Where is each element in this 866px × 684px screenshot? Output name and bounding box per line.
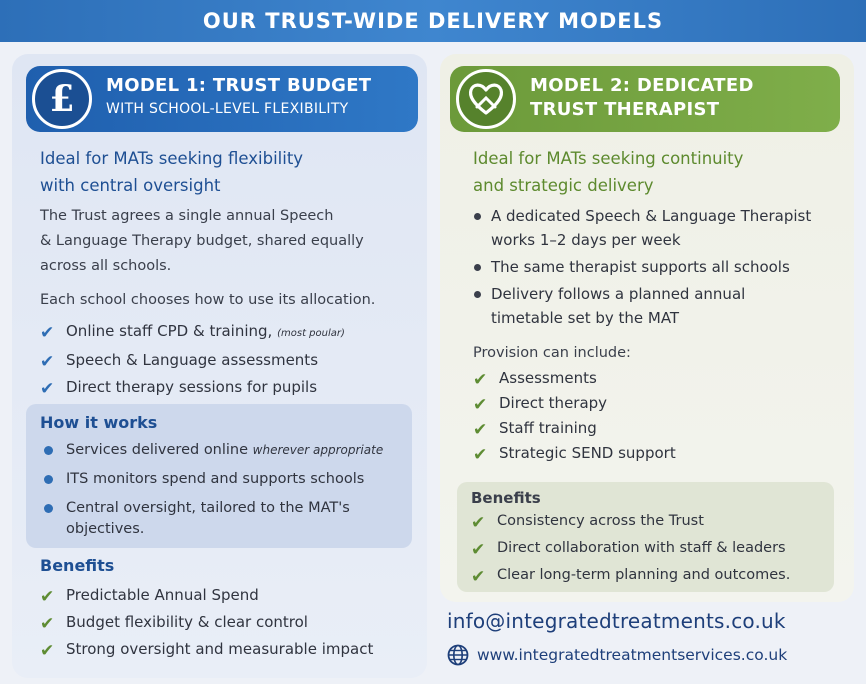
benefit-text: Direct collaboration with staff & leaders <box>497 540 786 556</box>
option-note: (most poular) <box>277 328 345 339</box>
model1-panel <box>12 54 427 678</box>
contact-email-link[interactable]: info@integratedtreatments.co.uk <box>447 609 786 633</box>
model2-lead <box>473 145 833 199</box>
page-title: OUR TRUST-WIDE DELIVERY MODELS <box>202 9 664 33</box>
website-link[interactable]: www.integratedtreatmentservices.co.uk <box>477 646 788 664</box>
model1-title-line1: MODEL 1: TRUST BUDGET <box>106 75 372 96</box>
checkmark-icon: ✔ <box>473 420 488 440</box>
bullet-icon <box>44 504 53 513</box>
bullet-icon <box>474 291 481 298</box>
checkmark-icon: ✔ <box>40 323 55 343</box>
model2-header <box>450 66 840 132</box>
model2-points-list <box>473 204 843 333</box>
checkmark-icon: ✔ <box>473 445 488 465</box>
model1-lead <box>40 145 400 199</box>
model2-title-line1: MODEL 2: DEDICATED <box>530 75 754 96</box>
pound-sign-icon: £ <box>32 69 92 129</box>
how-item-note: wherever appropriate <box>252 443 384 457</box>
benefit-text: Budget flexibility & clear control <box>66 613 308 631</box>
model2-benefits-list <box>471 508 790 589</box>
list-item <box>473 416 676 441</box>
benefit-text: Consistency across the Trust <box>497 513 704 529</box>
model2-lead-line1: Ideal for MATs seeking continuity <box>473 149 744 168</box>
list-item <box>40 498 410 540</box>
bullet-icon <box>44 446 53 455</box>
model1-benefits-title: Benefits <box>40 556 115 575</box>
checkmark-icon: ✔ <box>473 370 488 390</box>
model1-intro-line2: & Language Therapy budget, shared equally <box>40 233 364 249</box>
list-item <box>40 609 373 636</box>
model1-title-line2: WITH SCHOOL-LEVEL FLEXIBILITY <box>106 100 349 117</box>
checkmark-icon: ✔ <box>471 513 486 533</box>
checkmark-icon: ✔ <box>471 540 486 560</box>
checkmark-icon: ✔ <box>40 641 55 661</box>
list-item <box>40 636 373 663</box>
option-text: Online staff CPD & training, <box>66 322 273 340</box>
model1-lead-line1: Ideal for MATs seeking flexibility <box>40 149 304 168</box>
point-line1: The same therapist supports all schools <box>491 258 790 276</box>
list-item <box>473 255 843 279</box>
page-banner <box>0 0 866 42</box>
model2-title-line2: TRUST THERAPIST <box>530 98 720 120</box>
provision-text: Assessments <box>499 369 597 387</box>
list-item <box>473 391 676 416</box>
checkmark-icon: ✔ <box>473 395 488 415</box>
model1-intro-line1: The Trust agrees a single annual Speech <box>40 208 334 224</box>
provision-text: Direct therapy <box>499 394 608 412</box>
point-line2: works 1–2 days per week <box>491 231 681 249</box>
benefit-text: Strong oversight and measurable impact <box>66 640 374 658</box>
list-item <box>471 562 790 589</box>
how-item-text: Services delivered online <box>66 442 249 458</box>
globe-icon <box>447 644 469 666</box>
list-item <box>40 440 410 461</box>
model2-lead-line2: and strategic delivery <box>473 176 654 195</box>
list-item <box>471 508 790 535</box>
benefit-text: Clear long-term planning and outcomes. <box>497 567 791 583</box>
checkmark-icon: ✔ <box>40 352 55 372</box>
how-it-works-list <box>40 440 410 548</box>
list-item <box>473 366 676 391</box>
provision-text: Staff training <box>499 419 597 437</box>
contact-website[interactable] <box>447 643 787 667</box>
model1-options-list <box>40 318 345 401</box>
provision-text: Strategic SEND support <box>499 444 676 462</box>
provision-intro: Provision can include: <box>473 345 631 361</box>
heart-ribbon-icon-svg <box>467 81 505 117</box>
option-text: Direct therapy sessions for pupils <box>66 378 318 396</box>
list-item <box>473 441 676 466</box>
heart-ribbon-icon <box>456 69 516 129</box>
bullet-icon <box>474 264 481 271</box>
list-item <box>473 282 843 330</box>
list-item <box>40 374 345 401</box>
how-it-works-title: How it works <box>40 413 158 432</box>
model2-panel <box>440 54 854 602</box>
list-item <box>471 535 790 562</box>
bullet-icon <box>44 475 53 484</box>
model2-title <box>530 75 754 120</box>
list-item <box>40 318 345 347</box>
list-item <box>40 347 345 374</box>
point-line2: timetable set by the MAT <box>491 309 680 327</box>
how-item-text: Central oversight, tailored to the MAT's objectives. <box>66 500 350 537</box>
list-item <box>40 582 373 609</box>
checkmark-icon: ✔ <box>40 379 55 399</box>
model1-intro <box>40 204 420 279</box>
model1-lead-line2: with central oversight <box>40 176 221 195</box>
model1-benefits-list <box>40 582 373 663</box>
model1-intro-line3: across all schools. <box>40 258 172 274</box>
checkmark-icon: ✔ <box>40 614 55 634</box>
model1-choose-text: Each school chooses how to use its allocation. <box>40 292 376 308</box>
how-it-works-box <box>26 404 412 548</box>
point-line1: A dedicated Speech & Language Therapist <box>491 207 812 225</box>
option-text: Speech & Language assessments <box>66 351 319 369</box>
model1-header <box>26 66 418 132</box>
model2-benefits-title: Benefits <box>471 489 541 507</box>
point-line1: Delivery follows a planned annual <box>491 285 746 303</box>
list-item <box>40 469 410 490</box>
provision-list <box>473 366 676 466</box>
checkmark-icon: ✔ <box>471 567 486 587</box>
bullet-icon <box>474 213 481 220</box>
how-item-text: ITS monitors spend and supports schools <box>66 471 365 487</box>
model2-benefits-box <box>457 482 834 592</box>
list-item <box>473 204 843 252</box>
benefit-text: Predictable Annual Spend <box>66 586 259 604</box>
model1-title <box>106 75 371 117</box>
checkmark-icon: ✔ <box>40 587 55 607</box>
